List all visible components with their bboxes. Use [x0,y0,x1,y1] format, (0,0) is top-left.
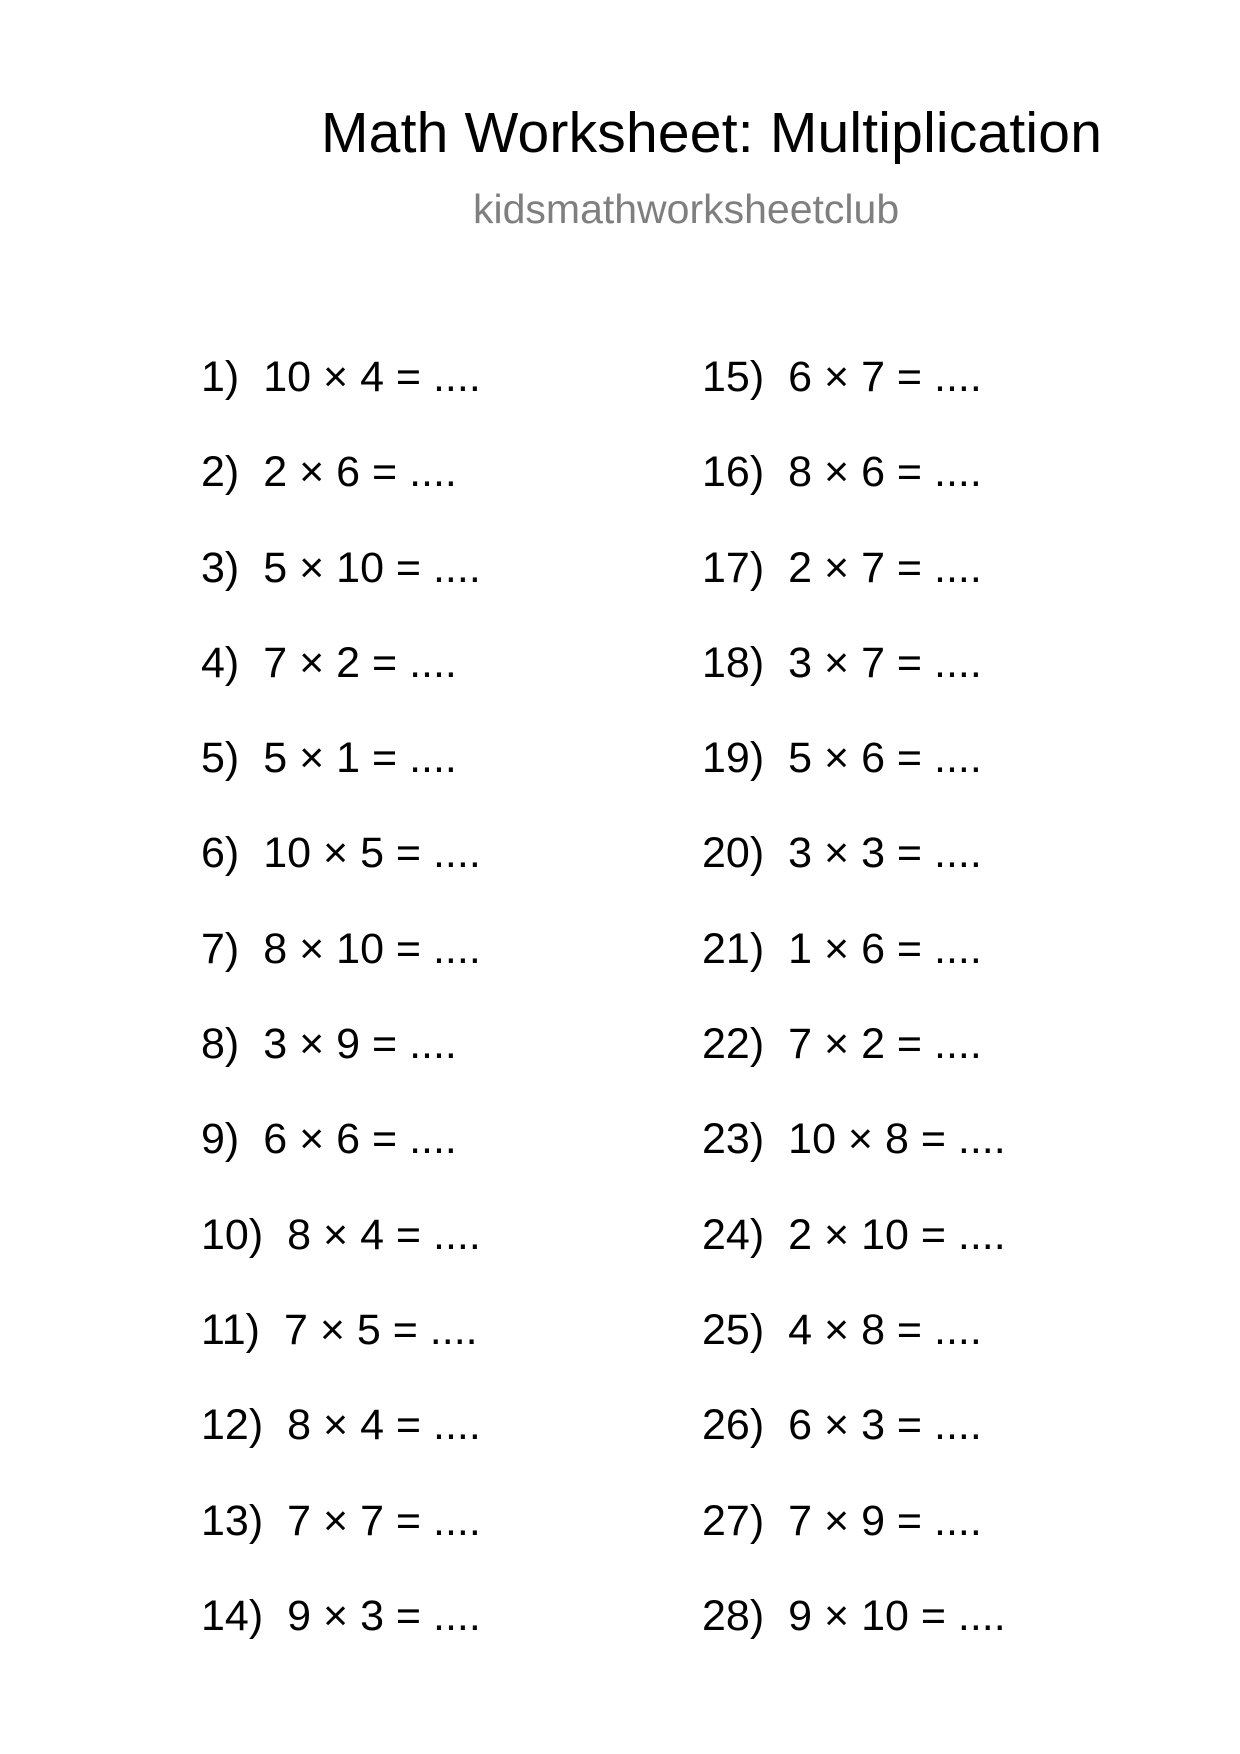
problem-number: 28) [702,1591,765,1640]
problem-item [702,1205,1122,1300]
problem-number: 20) [702,829,765,878]
problem-number: 3) [201,543,240,592]
problem-number: 21) [702,924,765,973]
problem-number: 11) [201,1305,260,1354]
problem-item [702,728,1122,823]
problem-number: 13) [201,1496,264,1545]
problem-expression: 9 × 10 = .... [788,1591,1006,1640]
problem-expression: 9 × 3 = .... [287,1591,481,1640]
problem-item [702,1491,1122,1586]
problem-expression: 2 × 7 = .... [788,543,982,592]
problem-expression: 7 × 9 = .... [788,1496,982,1545]
problem-expression: 5 × 6 = .... [788,734,982,783]
problem-item [201,442,621,537]
problem-number: 10) [201,1210,264,1259]
problem-item [201,538,621,633]
problem-number: 4) [201,638,240,687]
problem-expression: 2 × 10 = .... [788,1210,1006,1259]
problem-item [201,823,621,918]
problem-number: 25) [702,1305,765,1354]
problem-expression: 6 × 6 = .... [263,1115,457,1164]
problem-item [702,1395,1122,1490]
problem-item [702,823,1122,918]
problem-item [201,1586,621,1681]
problem-number: 27) [702,1496,765,1545]
problem-expression: 4 × 8 = .... [788,1305,982,1354]
problem-number: 15) [702,353,765,401]
problem-expression: 8 × 6 = .... [788,448,982,497]
problem-number: 8) [201,1020,240,1069]
problem-item [201,1109,621,1204]
problem-expression: 10 × 5 = .... [263,829,481,878]
site-name: kidsmathworksheetclub [473,186,900,232]
problem-item [201,347,621,442]
problem-expression: 1 × 6 = .... [788,924,982,973]
problem-number: 16) [702,448,765,497]
problem-number: 14) [201,1591,264,1640]
problem-number: 17) [702,543,765,592]
problem-expression: 8 × 10 = .... [263,924,481,973]
page-title: Math Worksheet: Multiplication [321,101,1103,165]
problem-expression: 6 × 3 = .... [788,1401,982,1450]
problem-item [201,919,621,1014]
problem-number: 12) [201,1401,264,1450]
problem-item [702,538,1122,633]
problem-item [201,1205,621,1300]
problem-number: 2) [201,448,240,497]
problem-number: 22) [702,1020,765,1069]
problem-expression: 7 × 7 = .... [287,1496,481,1545]
problem-item [702,633,1122,728]
problem-expression: 7 × 2 = .... [788,1020,982,1069]
problem-expression: 10 × 8 = .... [788,1115,1006,1164]
problem-item [201,728,621,823]
problem-expression: 7 × 5 = .... [283,1305,478,1354]
problem-item [702,919,1122,1014]
problem-column-left [201,347,621,1681]
problem-item [201,1300,621,1395]
problem-expression: 2 × 6 = .... [263,448,457,497]
problem-expression: 3 × 3 = .... [788,829,982,878]
problem-item [201,1014,621,1109]
problem-expression: 5 × 10 = .... [263,543,481,592]
problem-number: 9) [201,1115,240,1164]
problem-column-right [702,347,1122,1681]
problem-item [702,347,1122,442]
problem-number: 19) [702,734,765,783]
problem-item [702,1014,1122,1109]
problem-item [702,1586,1122,1681]
problem-number: 23) [702,1115,765,1164]
problem-number: 1) [201,353,240,401]
problem-expression: 6 × 7 = .... [788,353,982,401]
problem-item [702,442,1122,537]
problem-item [201,1395,621,1490]
problem-expression: 7 × 2 = .... [263,638,457,687]
problem-number: 5) [201,734,240,783]
problem-expression: 10 × 4 = .... [263,353,481,401]
problem-number: 7) [201,924,240,973]
problem-item [201,633,621,728]
problem-expression: 5 × 1 = .... [263,734,457,783]
problem-number: 26) [702,1401,765,1450]
problem-number: 24) [702,1210,765,1259]
problem-number: 6) [201,829,240,878]
problem-expression: 8 × 4 = .... [287,1210,481,1259]
problem-expression: 3 × 7 = .... [788,638,982,687]
problem-number: 18) [702,638,765,687]
problem-item [201,1491,621,1586]
problem-expression: 3 × 9 = .... [263,1020,457,1069]
problem-item [702,1300,1122,1395]
problem-expression: 8 × 4 = .... [287,1401,481,1450]
problem-item [702,1109,1122,1204]
